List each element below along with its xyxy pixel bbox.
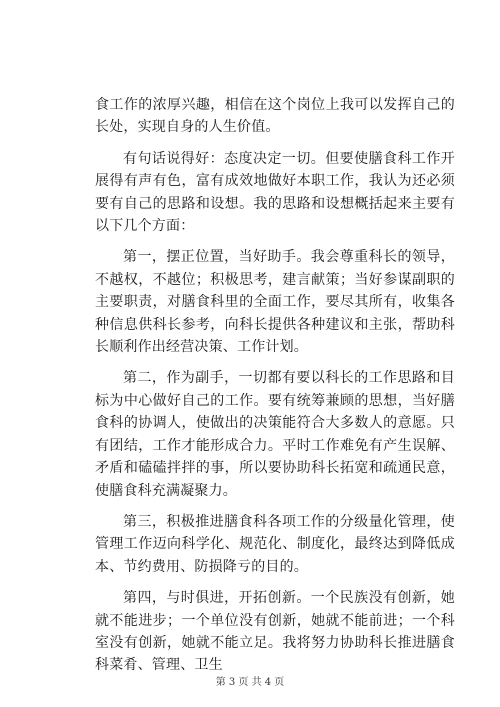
- document-body: [95, 94, 455, 686]
- paragraph-point-four: 第四，与时俱进，开拓创新。一个民族没有创新，她就不能进步；一个单位没有创新，她就不能前进；一个科室没有创新，她就不能立足。我将努力协助科长推进膳食科菜肴、管理、卫生: [95, 590, 455, 674]
- paragraph-continuation: 食工作的浓厚兴趣，相信在这个岗位上我可以发挥自己的长处，实现自身的人生价值。: [95, 97, 455, 136]
- paragraph-attitude: 有句话说得好：态度决定一切。但要使膳食科工作开展得有声有色，富有成效地做好本职工作，我认为还必须要有自己的思路和设想。我的思路和设想概括起来主要有以下几个方面：: [95, 150, 455, 235]
- page-number-footer: 第 3 页 共 4 页: [215, 677, 285, 688]
- paragraph-point-three: 第三，积极推进膳食科各项工作的分级量化管理，使管理工作迈向科学化、规范化、制度化，最终达到降低成本、节约费用、防损降亏的目的。: [95, 513, 455, 575]
- paragraph-point-two: 第二，作为副手，一切都有要以科长的工作思路和目标为中心做好自己的工作。要有统筹兼顾的思想，当好膳食科的协调人，使做出的决策能符合大多数人的意愿。只有团结，工作才能形成合力。平时工作难免有产生误解、矛盾和磕磕拌拌的事，所以要协助科长拓宽和疏通民意，使膳食科充满凝聚力。: [95, 370, 455, 499]
- paragraph-point-one: 第一，摆正位置，当好助手。我会尊重科长的领导，不越权，不越位；积极思考，建言献策；当好参谋副职的主要职责，对膳食科里的全面工作，要尽其所有，收集各种信息供科长参考，向科长提供各种建议和主张，帮助科长顺利作出经营决策、工作计划。: [95, 249, 455, 356]
